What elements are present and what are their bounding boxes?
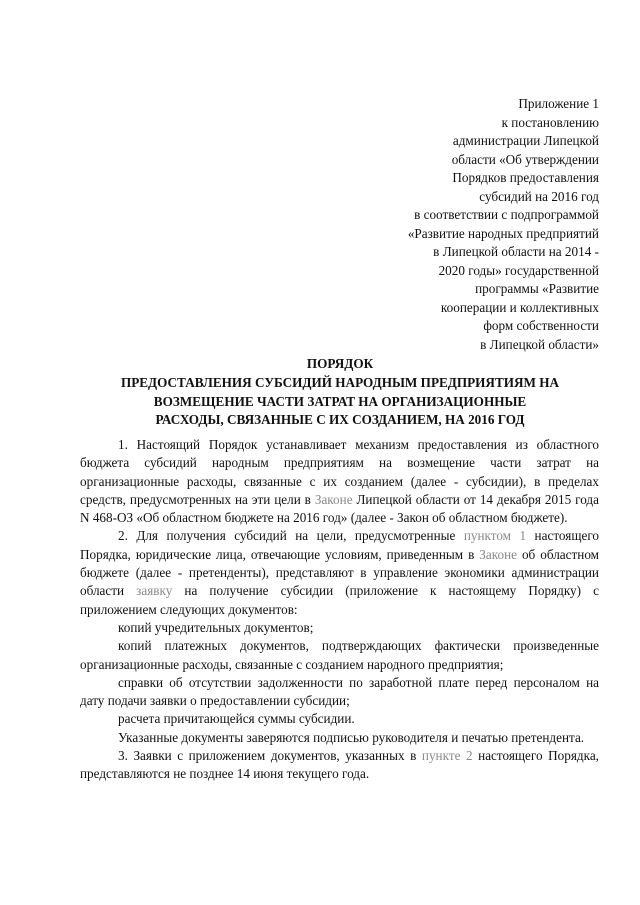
appendix-line: 2020 годы» государственной xyxy=(438,262,599,278)
document-list-item: копий учредительных документов; xyxy=(118,619,314,635)
law-link[interactable]: Законе xyxy=(479,546,517,562)
document-title xyxy=(80,355,600,430)
document-list-item: копий платежных документов, подтверждающих фактически произведенные организационные расходы, связанные с созданием народного предприятия; xyxy=(80,638,599,672)
appendix-line: Порядков предоставления xyxy=(452,170,599,185)
paragraph-certify: Указанные документы заверяются подписью руководителя и печатью претендента. xyxy=(118,729,585,745)
paragraph-text: настоящего Порядка, представляются не позднее 14 июня текущего года. xyxy=(80,748,599,782)
paragraph-text: 3. Заявки с приложением документов, указанных в xyxy=(118,748,422,764)
title-line: ПОРЯДОК xyxy=(306,356,374,371)
appendix-line: в соответствии с подпрограммой xyxy=(414,207,599,222)
document-list-item: расчета причитающейся суммы субсидии. xyxy=(118,711,355,727)
paragraph-text: настоящего Порядка, юридические лица, отвечающие условиям, приведенным в xyxy=(80,528,599,562)
appendix-line: «Развитие народных предприятий xyxy=(407,225,599,241)
paragraph-text: на получение субсидии (приложение к настоящему Порядку) с приложением следующих документов: xyxy=(80,583,599,617)
appendix-line: к постановлению xyxy=(501,114,599,130)
appendix-line: Приложение 1 xyxy=(518,96,599,111)
document-body xyxy=(80,436,599,784)
title-line: ВОЗМЕЩЕНИЕ ЧАСТИ ЗАТРАТ НА ОРГАНИЗАЦИОННЫЕ xyxy=(153,393,527,409)
paragraph-1 xyxy=(80,436,599,527)
appendix-line: в Липецкой области на 2014 - xyxy=(433,244,599,259)
paragraph-3 xyxy=(80,747,599,784)
title-line: РАСХОДЫ, СВЯЗАННЫЕ С ИХ СОЗДАНИЕМ, НА 2016 ГОД xyxy=(155,412,525,428)
paragraph-text: Липецкой области от 14 декабря 2015 года N 468-ОЗ «Об областном бюджете на 2016 год» (далее - Закон об областном бюджете). xyxy=(80,491,599,526)
point-1-link[interactable]: пунктом 1 xyxy=(463,528,527,544)
appendix-line: администрации Липецкой xyxy=(452,133,599,148)
appendix-header xyxy=(408,95,599,354)
paragraph-text: об областном бюджете (далее - претенденты), представляют в управление экономики администрации области xyxy=(80,546,600,599)
appendix-line: в Липецкой области» xyxy=(480,336,599,352)
paragraph-text: 1. Настоящий Порядок устанавливает механизм предоставления из областного бюджета субсидий народным предприятиям на возмещение части затрат на организационные расходы, связанные с их созданием (далее - субсидии), в пределах средств, предусмотренных на эти цели в xyxy=(80,437,599,507)
appendix-line: кооперации и коллективных xyxy=(440,299,599,315)
appendix-line: субсидий на 2016 год xyxy=(479,188,599,204)
law-link[interactable]: Законе xyxy=(314,491,353,507)
title-line: ПРЕДОСТАВЛЕНИЯ СУБСИДИЙ НАРОДНЫМ ПРЕДПРИЯТИЯМ НА xyxy=(120,374,560,390)
paragraph-2 xyxy=(80,527,599,618)
appendix-line: программы «Развитие xyxy=(475,281,599,296)
application-link[interactable]: заявку xyxy=(136,583,173,599)
document-list-item: справки об отсутствии задолженности по заработной плате перед персоналом на дату подачи заявки о предоставлении субсидии; xyxy=(80,674,599,709)
paragraph-text: 2. Для получения субсидий на цели, предусмотренные xyxy=(118,528,464,544)
point-2-link[interactable]: пункте 2 xyxy=(421,748,473,764)
appendix-line: форм собственности xyxy=(483,318,599,333)
appendix-line: области «Об утверждении xyxy=(451,151,599,167)
